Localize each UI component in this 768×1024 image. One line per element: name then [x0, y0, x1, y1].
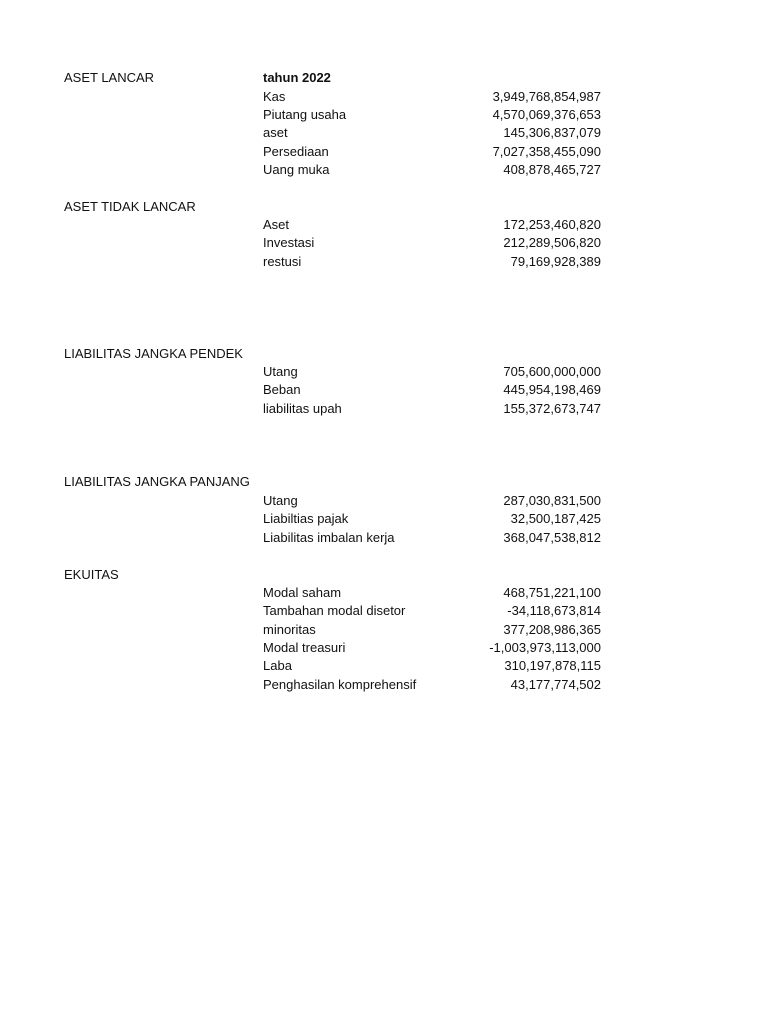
table-row — [0, 621, 768, 639]
table-row — [0, 400, 768, 418]
year-header: tahun 2022 — [263, 70, 331, 85]
item-label: minoritas — [263, 622, 316, 637]
item-value: 43,177,774,502 — [510, 677, 601, 692]
section-title-liabilitas-jangka-panjang: LIABILITAS JANGKA PANJANG — [64, 474, 250, 489]
item-label: Investasi — [263, 235, 315, 250]
section-header-row — [0, 345, 768, 363]
item-label: Aset — [263, 217, 290, 232]
table-row — [0, 363, 768, 381]
table-row — [0, 88, 768, 106]
table-row — [0, 639, 768, 657]
item-label: aset — [263, 125, 288, 140]
item-value: 3,949,768,854,987 — [492, 89, 601, 104]
table-row — [0, 676, 768, 694]
table-row — [0, 584, 768, 602]
item-label: Liabiltias pajak — [263, 511, 349, 526]
item-label: Kas — [263, 89, 286, 104]
item-value: 377,208,986,365 — [503, 622, 601, 637]
item-label: Utang — [263, 364, 298, 379]
item-label: Modal treasuri — [263, 640, 346, 655]
section-header-row — [0, 69, 768, 87]
section-header-row — [0, 198, 768, 216]
item-value: -34,118,673,814 — [507, 603, 601, 618]
item-value: 368,047,538,812 — [503, 530, 601, 545]
item-value: 32,500,187,425 — [510, 511, 601, 526]
item-value: 445,954,198,469 — [503, 382, 601, 397]
item-value: 155,372,673,747 — [503, 401, 601, 416]
item-label: restusi — [263, 254, 302, 269]
item-label: liabilitas upah — [263, 401, 342, 416]
section-title-ekuitas: EKUITAS — [64, 567, 119, 582]
item-value: 287,030,831,500 — [503, 493, 601, 508]
table-row — [0, 602, 768, 620]
table-row — [0, 657, 768, 675]
section-header-row — [0, 473, 768, 491]
table-row — [0, 124, 768, 142]
table-row — [0, 161, 768, 179]
table-row — [0, 253, 768, 271]
item-value: 408,878,465,727 — [503, 162, 601, 177]
item-value: 172,253,460,820 — [503, 217, 601, 232]
table-row — [0, 106, 768, 124]
table-row — [0, 234, 768, 252]
item-value: 212,289,506,820 — [503, 235, 601, 250]
item-value: -1,003,973,113,000 — [489, 640, 601, 655]
item-label: Penghasilan komprehensif — [263, 677, 417, 692]
section-title-liabilitas-jangka-pendek: LIABILITAS JANGKA PENDEK — [64, 346, 243, 361]
table-row — [0, 492, 768, 510]
item-label: Persediaan — [263, 144, 329, 159]
table-row — [0, 381, 768, 399]
item-label: Modal saham — [263, 585, 342, 600]
item-label: Uang muka — [263, 162, 330, 177]
item-label: Tambahan modal disetor — [263, 603, 406, 618]
table-row — [0, 529, 768, 547]
item-value: 79,169,928,389 — [510, 254, 601, 269]
item-value: 7,027,358,455,090 — [492, 144, 601, 159]
item-value: 4,570,069,376,653 — [492, 107, 601, 122]
item-value: 145,306,837,079 — [503, 125, 601, 140]
table-row — [0, 510, 768, 528]
item-value: 468,751,221,100 — [503, 585, 601, 600]
section-header-row — [0, 566, 768, 584]
item-label: Beban — [263, 382, 301, 397]
item-value: 310,197,878,115 — [504, 658, 601, 673]
item-label: Piutang usaha — [263, 107, 347, 122]
item-label: Utang — [263, 493, 298, 508]
item-value: 705,600,000,000 — [503, 364, 601, 379]
table-row — [0, 216, 768, 234]
section-title-aset-tidak-lancar: ASET TIDAK LANCAR — [64, 199, 196, 214]
table-row — [0, 143, 768, 161]
item-label: Laba — [263, 658, 292, 673]
section-title-aset-lancar: ASET LANCAR — [64, 70, 155, 85]
item-label: Liabilitas imbalan kerja — [263, 530, 395, 545]
